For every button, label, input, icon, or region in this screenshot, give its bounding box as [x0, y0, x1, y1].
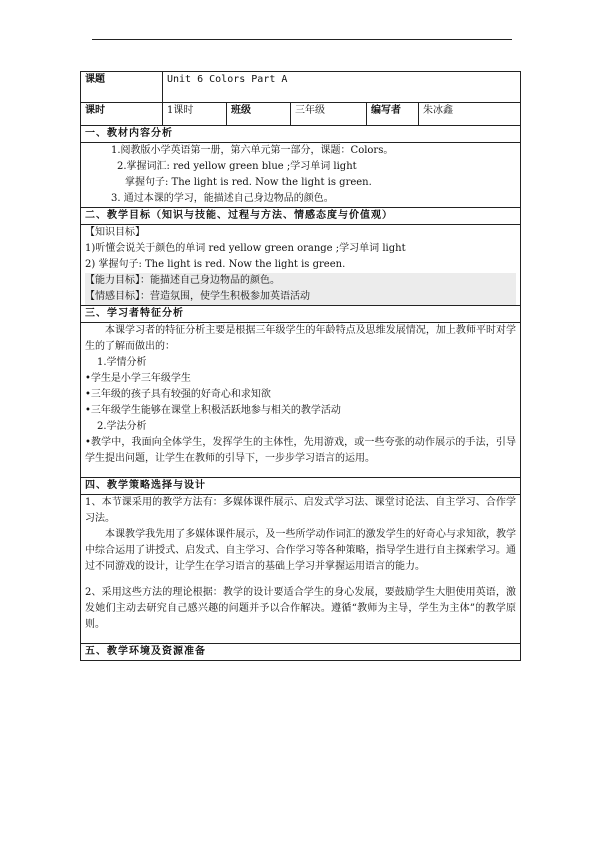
class-value: 三年级 — [291, 103, 367, 126]
section-4-header — [81, 478, 521, 495]
s1-line-3: 掌握句子: The light is red. Now the light is green. — [125, 177, 372, 188]
s3-spacer — [85, 467, 516, 477]
author-value: 朱冰鑫 — [419, 103, 521, 126]
s3-bullet-2: •三年级的孩子具有较强的好奇心和求知欲 — [85, 389, 271, 400]
s3-bullet-1: •学生是小学三年级学生 — [85, 373, 191, 384]
section-5-header — [81, 644, 521, 661]
lesson-plan-table — [80, 71, 521, 661]
s2-line-1: 【知识目标】 — [85, 227, 145, 238]
title-row — [81, 72, 521, 103]
s3-bullet-3: •三年级学生能够在课堂上积极活跃地参与相关的教学活动 — [85, 405, 341, 416]
s2-line-5: 【情感目标】：营造氛围，使学生积极参加英语活动 — [85, 289, 516, 305]
section-3-title: 三、学习者特征分析 — [81, 306, 521, 323]
section-5-title: 五、教学环境及资源准备 — [81, 644, 521, 661]
s4-paragraph-1: 1、本节课采用的教学方法有：多媒体课件展示、启发式学习法、课堂讨论法、自主学习、合作学习法。 — [85, 497, 517, 524]
s3-intro: 本课学习者的特征分析主要是根据三年级学生的年龄特点及思维发展情况，加上教师平时对学生的了解而做出的： — [85, 325, 517, 352]
s4-paragraph-2: 本课教学我先用了多媒体课件展示，及一些所学动作词汇的激发学生的好奇心与求知欲，教学中综合运用了讲授式、启发式、自主学习、合作学习等各种策略，指导学生进行自主探索学习。通过不同游戏的设计，让学生在学习语言的基础上学习并掌握运用语言的能力。 — [85, 529, 517, 572]
section-2-body — [81, 225, 521, 306]
s1-line-4: 3. 通过本课的学习，能描述自己身边物品的颜色。 — [111, 193, 334, 204]
s3-sub-1: 1.学情分析 — [97, 357, 147, 368]
s3-sub-2: 2.学法分析 — [97, 421, 147, 432]
section-4-title: 四、教学策略选择与设计 — [81, 478, 521, 495]
s2-line-2: 1)听懂会说关于颜色的单词 red yellow green orange ;学习单词 light — [85, 243, 406, 254]
section-3-body — [81, 323, 521, 478]
section-1-header — [81, 126, 521, 143]
section-2-title: 二、教学目标（知识与技能、过程与方法、情感态度与价值观） — [81, 208, 521, 225]
section-1-body — [81, 143, 521, 208]
hours-value: 1课时 — [163, 103, 227, 126]
s1-line-2: 2.掌握词汇: red yellow green blue ;学习单词 light — [117, 161, 357, 172]
s1-line-1: 1.阅教版小学英语第一册，第六单元第一部分，课题：Colors。 — [111, 145, 394, 156]
hours-label: 课时 — [81, 103, 163, 126]
meta-row — [81, 103, 521, 126]
s3-method: •教学中，我面向全体学生，发挥学生的主体性，先用游戏，或一些夸张的动作展示的手法，引导学生提出问题，让学生在教师的引导下，一步步学习语言的运用。 — [85, 437, 517, 464]
title-value: Unit 6 Colors Part A — [163, 72, 521, 103]
section-1-title: 一、教材内容分析 — [81, 126, 521, 143]
section-2-header — [81, 208, 521, 225]
author-label: 编写者 — [367, 103, 419, 126]
s4-spacer-2 — [85, 633, 516, 643]
s4-spacer-1 — [85, 575, 516, 585]
title-label: 课题 — [81, 72, 163, 103]
s4-paragraph-3: 2、采用这些方法的理论根据：教学的设计要适合学生的身心发展，要鼓励学生大胆使用英语，激发她们主动去研究自己感兴趣的问题并予以合作解决。遵循“教师为主导，学生为主体”的教学原则。 — [85, 587, 517, 630]
header-rule — [92, 39, 512, 40]
s2-line-3: 2) 掌握句子: The light is red. Now the light is green. — [85, 259, 346, 270]
section-4-body — [81, 495, 521, 644]
class-label: 班级 — [227, 103, 291, 126]
s2-line-4: 【能力目标】：能描述自己身边物品的颜色。 — [85, 273, 516, 289]
section-3-header — [81, 306, 521, 323]
